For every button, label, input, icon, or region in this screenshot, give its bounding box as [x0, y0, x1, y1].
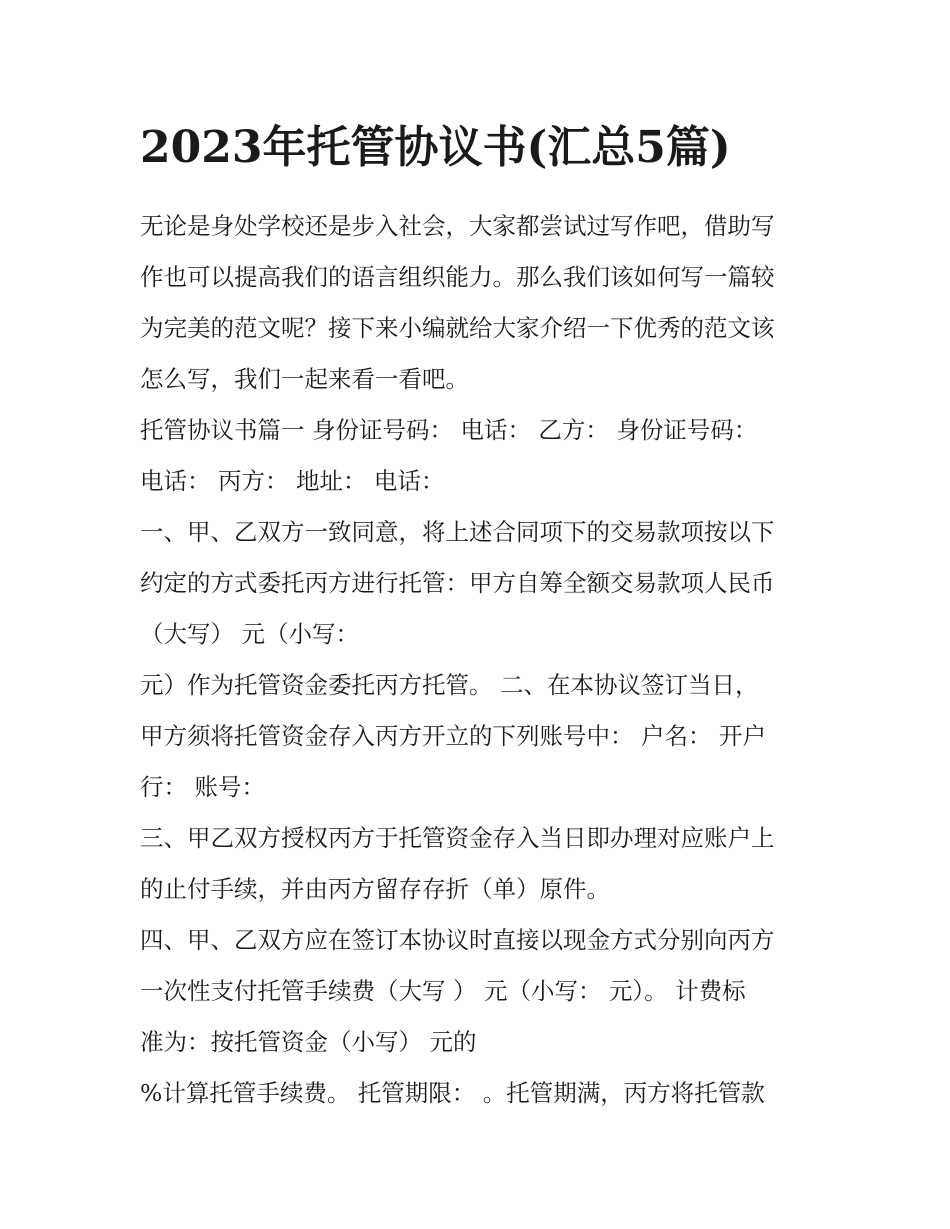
document-body	[140, 201, 820, 1119]
paragraph-line: 准为：按托管资金（小写） 元的	[140, 1028, 477, 1056]
paragraph-line: 无论是身处学校还是步入社会，大家都尝试过写作吧，借助写	[140, 212, 775, 240]
paragraph-line: 怎么写，我们一起来看一看吧。	[140, 365, 469, 393]
paragraph-line: 一、甲、乙双方一致同意，将上述合同项下的交易款项按以下	[140, 518, 775, 546]
document-title: 2023年托管协议书(汇总5篇)	[140, 122, 731, 173]
paragraph-line: 托管协议书篇一 身份证号码： 电话： 乙方： 身份证号码：	[140, 416, 758, 444]
paragraph-line: 作也可以提高我们的语言组织能力。那么我们该如何写一篇较	[140, 263, 775, 291]
paragraph-line: 一次性支付托管手续费（大写 ） 元（小写： 元）。 计费标	[140, 977, 746, 1005]
paragraph-line: 元）作为托管资金委托丙方托管。 二、在本协议签订当日，	[140, 671, 759, 699]
paragraph-line: 为完美的范文呢？接下来小编就给大家介绍一下优秀的范文该	[140, 314, 775, 342]
paragraph-line: 电话： 丙方： 地址： 电话：	[140, 467, 445, 495]
paragraph-line: 四、甲、乙双方应在签订本协议时直接以现金方式分别向丙方	[140, 926, 775, 954]
paragraph-line: 行： 账号：	[140, 773, 265, 801]
paragraph-line: （大写） 元（小写：	[140, 620, 359, 648]
paragraph-line: %计算托管手续费。 托管期限： 。托管期满，丙方将托管款	[140, 1079, 765, 1107]
paragraph-line: 三、甲乙双方授权丙方于托管资金存入当日即办理对应账户上	[140, 824, 775, 852]
paragraph-line: 甲方须将托管资金存入丙方开立的下列账号中： 户名： 开户	[140, 722, 766, 750]
paragraph-line: 约定的方式委托丙方进行托管：甲方自筹全额交易款项人民币	[140, 569, 775, 597]
paragraph-line: 的止付手续，并由丙方留存存折（单）原件。	[140, 875, 610, 903]
